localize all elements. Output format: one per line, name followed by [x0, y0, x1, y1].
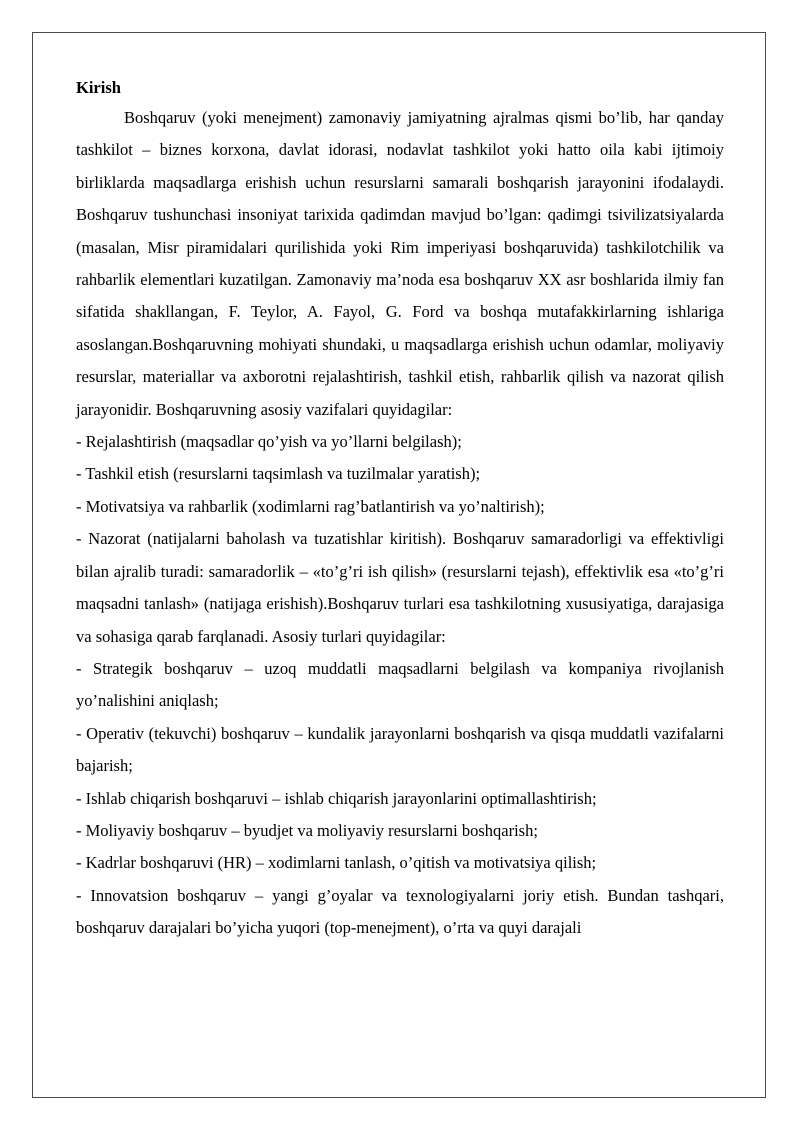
- function-item-planning: - Rejalashtirish (maqsadlar qo’yish va yo’llarni belgilash);: [76, 432, 462, 452]
- type-item-strategic: - Strategik boshqaruv – uzoq muddatli maqsadlarni belgilash va kompaniya rivojlanish yo’nalishini aniqlash;: [76, 658, 724, 711]
- function-item-organizing: - Tashkil etish (resurslarni taqsimlash va tuzilmalar yaratish);: [76, 464, 481, 484]
- type-item-financial: - Moliyaviy boshqaruv – byudjet va moliyaviy resurslarni boshqarish;: [76, 820, 538, 840]
- type-item-operative: - Operativ (tekuvchi) boshqaruv – kundalik jarayonlarni boshqarish va qisqa muddatli vazifalarni bajarish;: [76, 723, 724, 776]
- document-body: [76, 76, 724, 945]
- section-heading: Kirish: [76, 78, 121, 97]
- function-item-control: - Nazorat (natijalarni baholash va tuzatishlar kiritish). Boshqaruv samaradorligi va effektivligi bilan ajralib turadi: samaradorlik – «to’g’ri ish qilish» (resurslarni tejash), effektivlik esa «to’g’ri maqsadni tanlash» (natijaga erishish).Boshqaruv turlari esa tashkilotning xususiyatiga, darajasiga va sohasiga qarab farqlanadi. Asosiy turlari quyidagilar:: [76, 529, 724, 646]
- intro-paragraph: Boshqaruv (yoki menejment) zamonaviy jamiyatning ajralmas qismi bo’lib, har qanday tashkilot – biznes korxona, davlat idorasi, nodavlat tashkilot yoki hatto oila kabi ijtimoiy birliklarda maqsadlarga erishish uchun resurslarni samarali boshqarish jarayonini ifodalaydi. Boshqaruv tushunchasi insoniyat tarixida qadimdan mavjud bo’lgan: qadimgi tsivilizatsiyalarda (masalan, Misr piramidalari qurilishida yoki Rim imperiyasi boshqaruvida) tashkilotchilik va rahbarlik elementlari kuzatilgan. Zamonaviy ma’noda esa boshqaruv XX asr boshlarida ilmiy fan sifatida shakllangan, F. Teylor, A. Fayol, G. Ford va boshqa mutafakkirlarning ishlariga asoslangan.Boshqaruvning mohiyati shundaki, u maqsadlarga erishish uchun odamlar, moliyaviy resurslar, materiallar va axborotni rejalashtirish, tashkil etish, rahbarlik qilish va nazorat qilish jarayonidir. Boshqaruvning asosiy vazifalari quyidagilar:: [76, 108, 724, 419]
- type-item-hr: - Kadrlar boshqaruvi (HR) – xodimlarni tanlash, o’qitish va motivatsiya qilish;: [76, 853, 597, 873]
- function-item-motivation: - Motivatsiya va rahbarlik (xodimlarni rag’batlantirish va yo’naltirish);: [76, 496, 545, 516]
- type-item-innovation: - Innovatsion boshqaruv – yangi g’oyalar va texnologiyalarni joriy etish. Bundan tashqari, boshqaruv darajalari bo’yicha yuqori (top-menejment), o’rta va quyi darajali: [76, 885, 724, 938]
- type-item-production: - Ishlab chiqarish boshqaruvi – ishlab chiqarish jarayonlarini optimallashtirish;: [76, 788, 597, 808]
